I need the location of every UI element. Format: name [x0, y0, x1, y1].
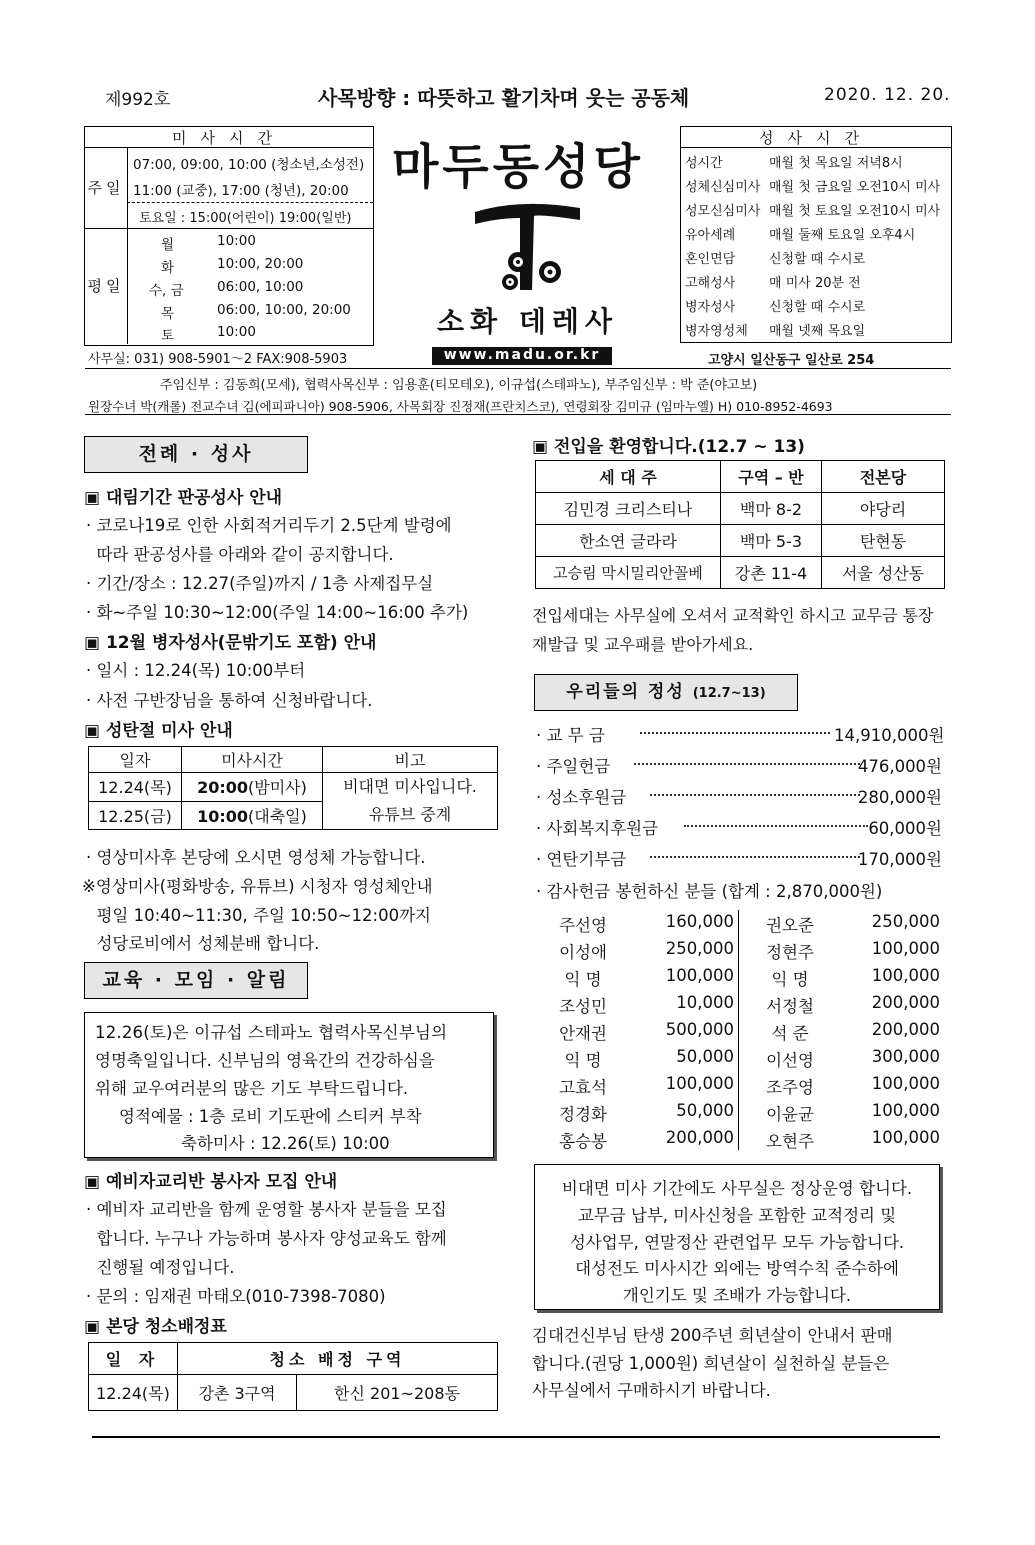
offering-amount: 476,000원: [857, 757, 942, 776]
issue-date: 2020. 12. 20.: [824, 85, 951, 105]
donor-amount: 500,000: [665, 1020, 734, 1039]
donor-amount: 100,000: [665, 966, 734, 985]
donor-name: 익 명: [564, 1051, 602, 1070]
donor-amount: 100,000: [871, 1101, 940, 1120]
sunday-line-1: 07:00, 09:00, 10:00 (청소년,소성전): [133, 157, 365, 173]
sacrament-row: 고해성사 매 미사 20분 전: [685, 276, 861, 291]
donor-amount: 50,000: [676, 1101, 734, 1120]
weekday-day-3: 수, 금: [149, 283, 184, 299]
offering-amount: 14,910,000원: [834, 726, 945, 745]
cross-rose-icon: [470, 190, 590, 300]
pastoral-motto: 사목방향 : 따뜻하고 활기차며 웃는 공동체: [318, 86, 690, 110]
weekday-day-2: 화: [161, 260, 175, 276]
welcome-note: 전입세대는 사무실에 오셔서 교적확인 하시고 교무금 통장: [532, 606, 934, 625]
weekday-time-3: 06:00, 10:00: [217, 279, 304, 295]
sacrament-row: 병자영성체 매월 넷째 목요일: [685, 324, 866, 339]
table-cell: 12.25(금): [89, 801, 182, 830]
volunteer-line: 진행될 예정입니다.: [86, 1258, 235, 1277]
donor-name: 권오준: [766, 916, 814, 935]
donor-amount: 100,000: [665, 1074, 734, 1093]
table-header: 미사시간: [182, 747, 323, 773]
office-notice-box: [534, 1164, 940, 1310]
thanks-offering-total: · 감사헌금 봉헌하신 분들 (합계 : 2,870,000원): [536, 882, 883, 901]
donor-name: 익 명: [564, 970, 602, 989]
church-name: 마두동성당: [392, 139, 644, 195]
donor-name: 정현주: [766, 943, 814, 962]
offering-label: · 연탄기부금: [536, 850, 627, 869]
feast-notice-box: [84, 1012, 494, 1158]
feast-line: 위해 교우여러분의 많은 기도 부탁드립니다.: [95, 1079, 409, 1098]
donor-name: 조성민: [559, 997, 607, 1016]
sunday-label: 주일: [85, 148, 128, 228]
mass-times-title: 미사시간: [85, 127, 373, 148]
christmas-note: · 영상미사후 본당에 오시면 영성체 가능합니다.: [86, 848, 426, 867]
confession-line: · 코로나19로 인한 사회적거리두기 2.5단계 발령에: [86, 516, 452, 535]
table-header: 청소 배정 구역: [178, 1343, 498, 1375]
table-cell: 12.24(목): [89, 1375, 178, 1411]
sick-sacrament-line: · 일시 : 12.24(목) 10:00부터: [86, 661, 306, 680]
confession-line: · 화~주일 10:30~12:00(주일 14:00~16:00 추가): [86, 603, 469, 622]
offering-amount: 280,000원: [857, 788, 942, 807]
saturday-line: 토요일 : 15:00(어린이) 19:00(일반): [139, 211, 352, 226]
donor-name: 오현주: [766, 1132, 814, 1151]
office-phone: 사무실: 031) 908-5901～2 FAX:908-5903: [88, 352, 348, 367]
weekday-time-2: 10:00, 20:00: [217, 256, 304, 272]
table-cell: 10:00(대축일): [182, 801, 323, 830]
christmas-title: ▣ 성탄절 미사 안내: [84, 721, 233, 741]
website-link[interactable]: www.madu.or.kr: [432, 347, 612, 365]
table-header: 세 대 주: [536, 461, 721, 493]
table-row: 고승림 막시밀리안꼴베 강촌 11-4 서울 성산동: [536, 557, 945, 589]
notice-line: 개인기도 및 조배가 가능합니다.: [622, 1286, 852, 1305]
donor-name: 익 명: [771, 970, 809, 989]
feast-line: 영명축일입니다. 신부님의 영육간의 건강하심을: [95, 1051, 435, 1070]
notice-line: 대성전도 미사시간 외에는 방역수칙 준수하에: [575, 1259, 899, 1278]
donor-name: 이성애: [559, 943, 607, 962]
donor-amount: 160,000: [665, 912, 734, 931]
feast-line: 12.26(토)은 이규섭 스테파노 협력사목신부님의: [95, 1023, 448, 1042]
cleaning-title: ▣ 본당 청소배정표: [84, 1317, 227, 1337]
sick-sacrament-title: ▣ 12월 병자성사(문밖기도 포함) 안내: [84, 633, 377, 653]
volunteer-line: · 문의 : 임재권 마태오(010-7398-7080): [86, 1287, 386, 1306]
volunteer-line: · 예비자 교리반을 함께 운영할 봉사자 분들을 모집: [86, 1200, 447, 1219]
volunteer-line: 합니다. 누구나 가능하며 봉사자 양성교육도 함께: [86, 1229, 447, 1248]
weekday-label: 평일: [85, 229, 128, 344]
christmas-mass-table: [88, 746, 498, 830]
donor-amount: 200,000: [665, 1128, 734, 1147]
table-row: 한소연 글라라 백마 5-3 탄현동: [536, 525, 945, 557]
sacrament-row: 혼인면담 신청할 때 수시로: [685, 252, 866, 267]
sacrament-row: 성체신심미사 매월 첫 금요일 오전10시 미사: [685, 180, 941, 195]
donor-name: 이윤균: [766, 1105, 814, 1124]
offering-label: · 주일헌금: [536, 757, 611, 776]
sunday-line-2: 11:00 (교중), 17:00 (청년), 20:00: [133, 183, 349, 199]
book-notice-line: 사무실에서 구매하시기 바랍니다.: [532, 1381, 771, 1400]
sacrament-row: 성시간 매월 첫 목요일 저녁8시: [685, 156, 903, 171]
donor-name: 정경화: [559, 1105, 607, 1124]
offering-label: · 사회복지후원금: [536, 819, 659, 838]
notice-line: 비대면 미사 기간에도 사무실은 정상운영 합니다.: [561, 1179, 913, 1198]
feast-line: 영적예물 : 1층 로비 기도판에 스티커 부착: [119, 1107, 422, 1126]
weekday-day-5: 토: [161, 328, 175, 344]
welcome-title: ▣ 전입을 환영합니다.(12.7 ~ 13): [532, 437, 805, 457]
table-cell: 12.24(목): [89, 773, 182, 802]
sick-sacrament-line: · 사전 구반장님을 통하여 신청바랍니다.: [86, 691, 373, 710]
table-cell: 강촌 3구역: [178, 1375, 297, 1411]
weekday-day-1: 월: [161, 237, 175, 253]
donor-name: 홍승봉: [559, 1132, 607, 1151]
table-header: 일자: [89, 747, 182, 773]
weekday-time-5: 10:00: [217, 324, 256, 340]
sacrament-row: 성모신심미사 매월 첫 토요일 오전10시 미사: [685, 204, 941, 219]
donor-name: 조주영: [766, 1078, 814, 1097]
welcome-note: 재발급 및 교우패를 받아가세요.: [532, 635, 754, 654]
education-heading: 교육 · 모임 · 알림: [84, 962, 308, 999]
sacrament-times-box: [680, 126, 952, 343]
sacrament-times-title: 성사시간: [681, 127, 951, 148]
donor-amount: 100,000: [871, 939, 940, 958]
donor-amount: 100,000: [871, 966, 940, 985]
donor-name: 이선영: [766, 1051, 814, 1070]
donor-name: 주선영: [559, 916, 607, 935]
donor-name: 서정철: [766, 997, 814, 1016]
volunteer-title: ▣ 예비자교리반 봉사자 모집 안내: [84, 1172, 338, 1192]
welcome-table: [535, 460, 945, 589]
donor-name: 고효석: [559, 1078, 607, 1097]
donor-name: 석 준: [771, 1024, 809, 1043]
confession-title: ▣ 대림기간 판공성사 안내: [84, 488, 283, 508]
notice-line: 성사업무, 연말정산 관련업무 모두 가능합니다.: [569, 1233, 905, 1252]
offering-label: · 교 무 금: [536, 726, 605, 745]
christmas-note: ※영상미사(평화방송, 유튜브) 시청자 영성체안내: [82, 877, 433, 896]
weekday-time-1: 10:00: [217, 233, 256, 249]
table-cell: 한신 201~208동: [297, 1375, 498, 1411]
donor-name: 안재권: [559, 1024, 607, 1043]
donor-amount: 300,000: [871, 1047, 940, 1066]
confession-line: 따라 판공성사를 아래와 같이 공지합니다.: [86, 545, 394, 564]
book-notice-line: 김대건신부님 탄생 200주년 희년살이 안내서 판매: [532, 1326, 893, 1345]
donor-amount: 200,000: [871, 1020, 940, 1039]
table-row: 김민경 크리스티나 백마 8-2 야당리: [536, 493, 945, 525]
church-address: 고양시 일산동구 일산로 254: [708, 353, 875, 368]
donor-amount: 200,000: [871, 993, 940, 1012]
offerings-heading: 우리들의 정성 (12.7~13): [534, 674, 798, 711]
staff-list: 원장수녀 박(캐롤) 전교수녀 김(에피파니아) 908-5906, 사목회장 진정재(프란치스코), 연령회장 김미규 (임마누엘) H) 010-8952-4693: [88, 399, 833, 414]
table-cell: 20:00(밤미사): [182, 773, 323, 802]
patron-saint: 소화 데레사: [437, 305, 618, 338]
table-cell: 비대면 미사입니다. 유튜브 중계: [323, 773, 498, 830]
sacrament-row: 유아세례 매월 둘째 토요일 오후4시: [685, 228, 916, 243]
table-header: 구역 – 반: [721, 461, 822, 493]
notice-line: 교무금 납부, 미사신청을 포함한 교적정리 및: [577, 1206, 897, 1225]
donor-amount: 100,000: [871, 1128, 940, 1147]
cleaning-table: [88, 1342, 498, 1411]
weekday-time-4: 06:00, 10:00, 20:00: [217, 302, 351, 318]
offering-label: · 성소후원금: [536, 788, 627, 807]
weekday-day-4: 목: [161, 306, 175, 322]
table-header: 일 자: [89, 1343, 178, 1375]
donor-amount: 50,000: [676, 1047, 734, 1066]
offering-amount: 60,000원: [868, 819, 942, 838]
donor-amount: 10,000: [676, 993, 734, 1012]
donor-amount: 250,000: [871, 912, 940, 931]
christmas-note: 평일 10:40~11:30, 주일 10:50~12:00까지: [86, 906, 431, 925]
confession-line: · 기간/장소 : 12.27(주일)까지 / 1층 사제집무실: [86, 574, 434, 593]
table-header: 비고: [323, 747, 498, 773]
clergy-list: 주임신부 : 김동희(모세), 협력사목신부 : 임용훈(티모테오), 이규섭(스테파노), 부주임신부 : 박 준(야고보): [160, 378, 758, 393]
mass-times-box: [84, 126, 374, 346]
feast-line: 축하미사 : 12.26(토) 10:00: [181, 1134, 390, 1153]
donor-amount: 250,000: [665, 939, 734, 958]
christmas-note: 성당로비에서 성체분배 합니다.: [86, 934, 320, 953]
table-header: 전본당: [822, 461, 945, 493]
offering-amount: 170,000원: [857, 850, 942, 869]
donor-amount: 100,000: [871, 1074, 940, 1093]
issue-number: 제992호: [105, 90, 171, 110]
sacrament-row: 병자성사 신청할 때 수시로: [685, 300, 866, 315]
book-notice-line: 합니다.(권당 1,000원) 희년살이 실천하실 분들은: [532, 1354, 890, 1373]
liturgy-heading: 전례 · 성사: [84, 436, 308, 473]
